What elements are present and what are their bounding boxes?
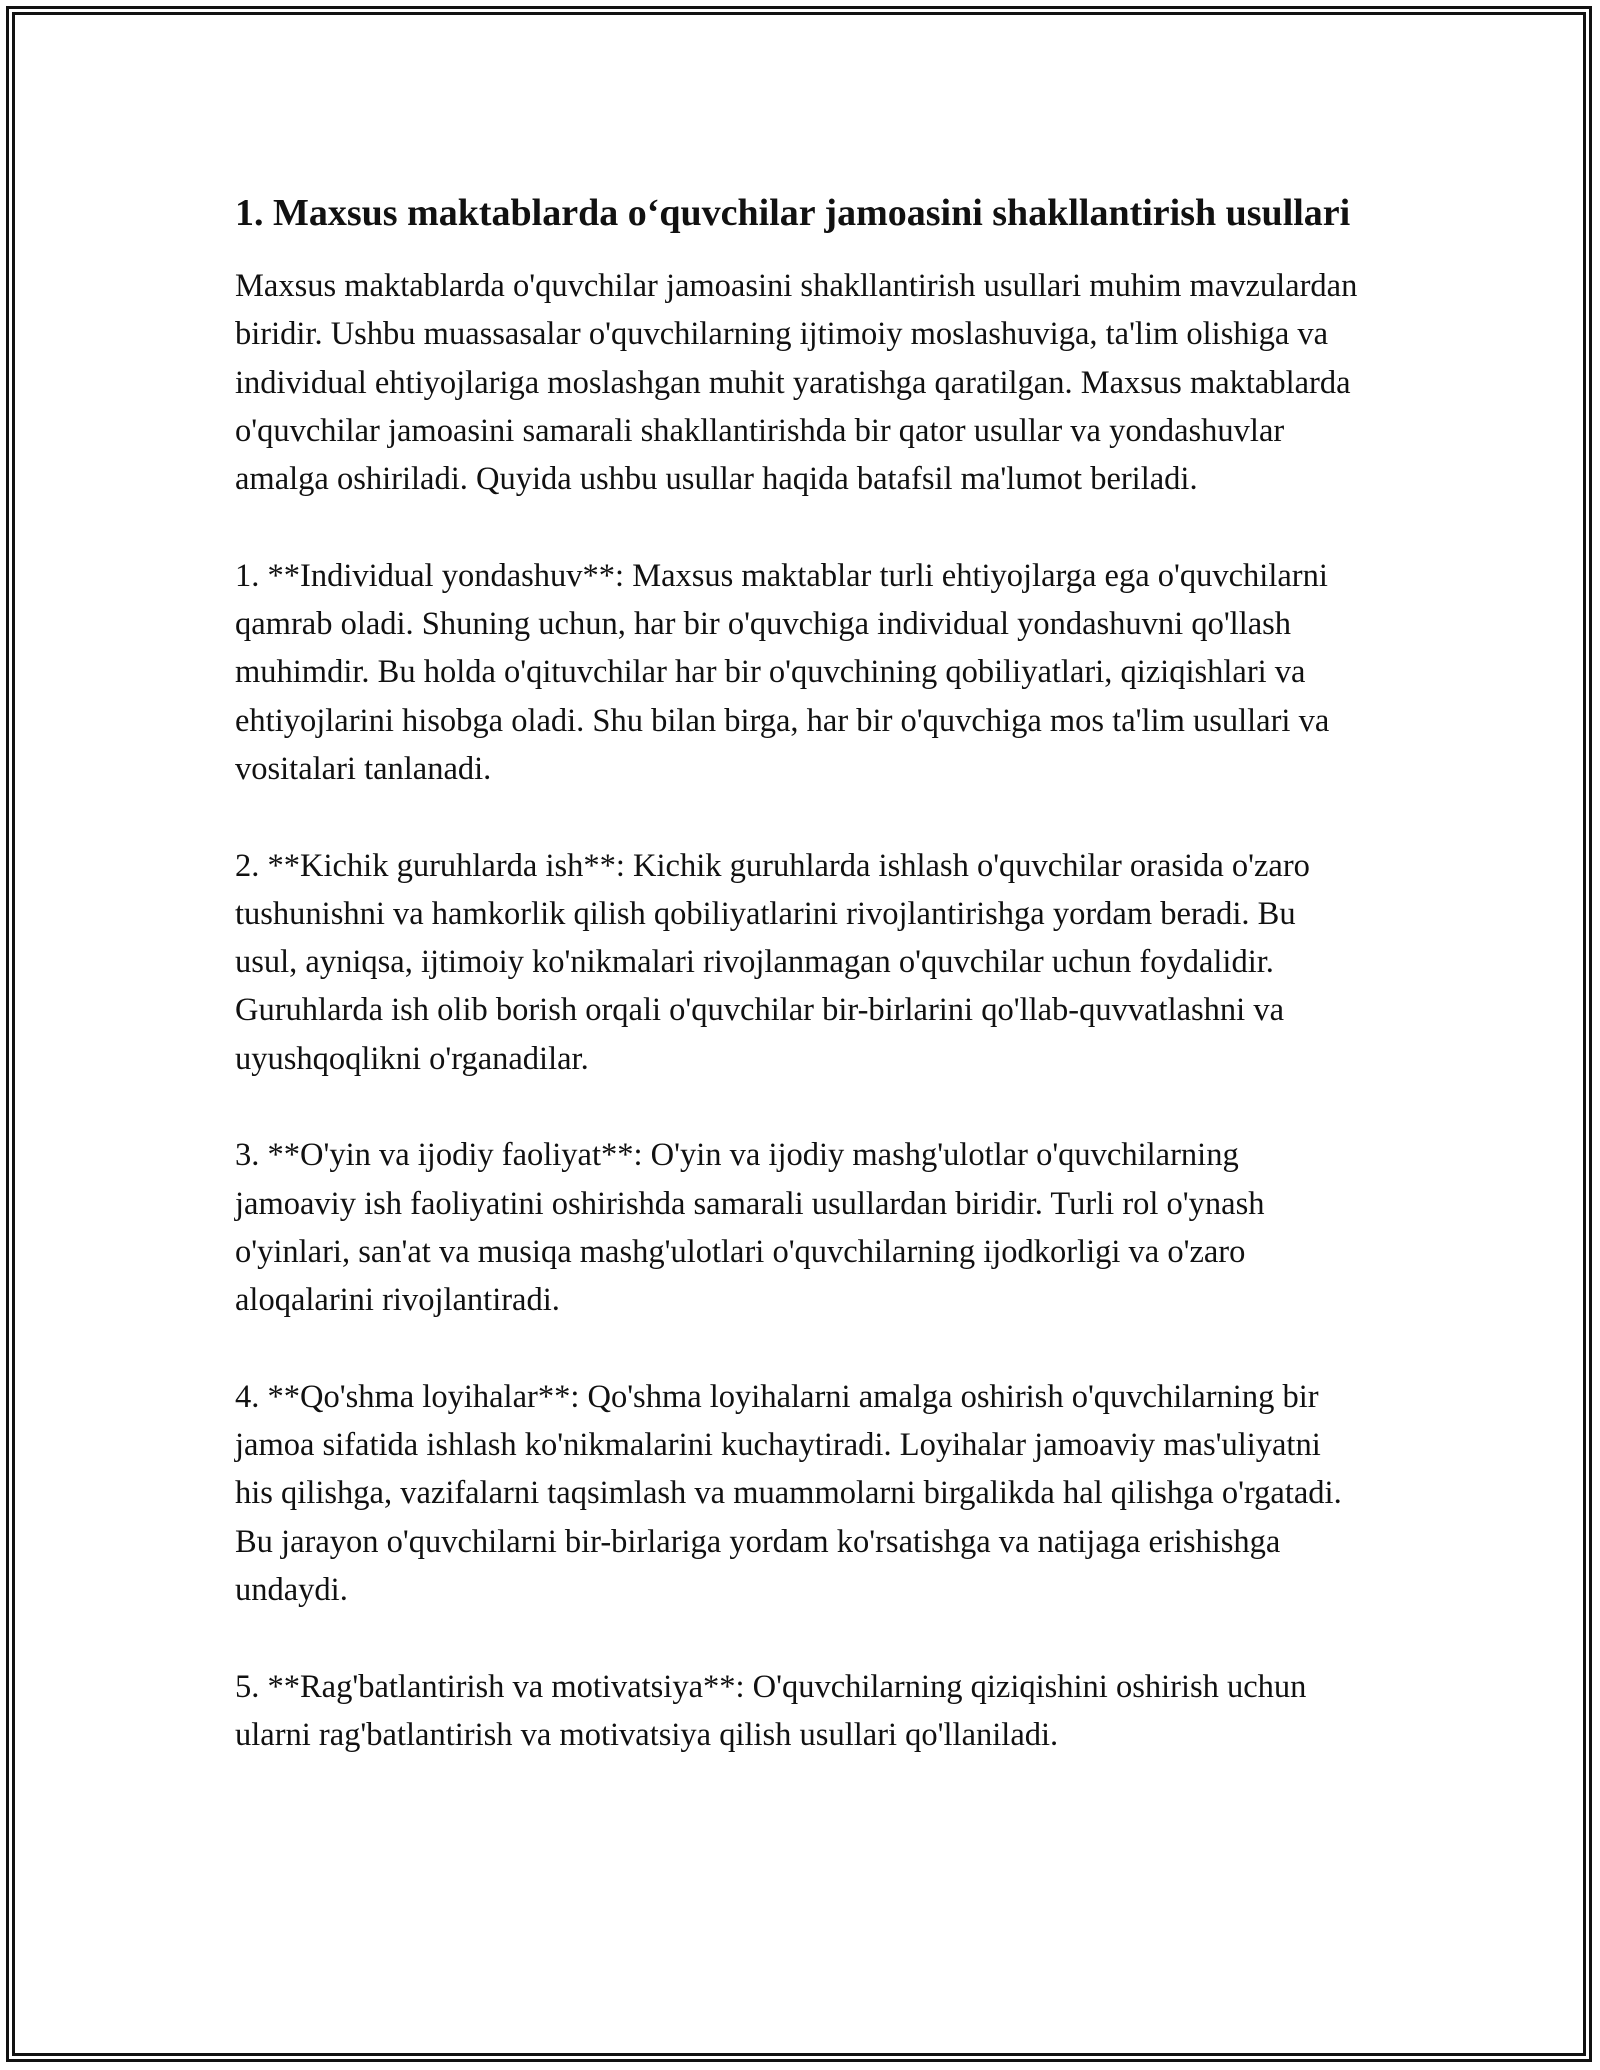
list-item-individual-approach: 1. **Individual yondashuv**: Maxsus maktablar turli ehtiyojlarga ega o'quvchilarni qamrab oladi. Shuning uchun, har bir o'quvchiga individual yondashuvni qo'llash muhimdir. Bu holda o'qituvchilar har bir o'quvchining qobiliyatlari, qiziqishlari va ehtiyojlarini hisobga oladi. Shu bilan birga, har bir o'quvchiga mos ta'lim usullari va vositalari tanlanadi. — [235, 557, 1330, 787]
section-title: 1. Maxsus maktablarda o‘quvchilar jamoasini shakllantirish usullari — [235, 192, 1351, 234]
list-item-games-creative-activity: 3. **O'yin va ijodiy faoliyat**: O'yin va ijodiy mashg'ulotlar o'quvchilarning jamoaviy ish faoliyatini oshirishda samarali usullardan biridir. Turli rol o'ynash o'yinlari, san'at va musiqa mashg'ulotlari o'quvchilarning ijodkorligi va o'zaro aloqalarini rivojlantiradi. — [235, 1137, 1265, 1319]
document-body — [235, 186, 1365, 1759]
list-item-small-group-work: 2. **Kichik guruhlarda ish**: Kichik guruhlarda ishlash o'quvchilar orasida o'zaro tushunishni va hamkorlik qilish qobiliyatlarini rivojlantirishga yordam beradi. Bu usul, ayniqsa, ijtimoiy ko'nikmalari rivojlanmagan o'quvchilar uchun foydalidir. Guruhlarda ish olib borish orqali o'quvchilar bir-birlarini qo'llab-quvvatlashni va uyushqoqlikni o'rganadilar. — [235, 847, 1310, 1077]
intro-paragraph: Maxsus maktablarda o'quvchilar jamoasini shakllantirish usullari muhim mavzulardan biridir. Ushbu muassasalar o'quvchilarning ijtimoiy moslashuviga, ta'lim olishiga va individual ehtiyojlariga moslashgan muhit yaratishga qaratilgan. Maxsus maktablarda o'quvchilar jamoasini samarali shakllantirishda bir qator usullar va yondashuvlar amalga oshiriladi. Quyida ushbu usullar haqida batafsil ma'lumot beriladi. — [235, 268, 1358, 498]
list-item-motivation: 5. **Rag'batlantirish va motivatsiya**: O'quvchilarning qiziqishini oshirish uchun ularni rag'batlantirish va motivatsiya qilish usullari qo'llaniladi. — [235, 1668, 1307, 1753]
list-item-joint-projects: 4. **Qo'shma loyihalar**: Qo'shma loyihalarni amalga oshirish o'quvchilarning bir jamoa sifatida ishlash ko'nikmalarini kuchaytiradi. Loyihalar jamoaviy mas'uliyatni his qilishga, vazifalarni taqsimlash va muammolarni birgalikda hal qilishga o'rgatadi. Bu jarayon o'quvchilarni bir-birlariga yordam ko'rsatishga va natijaga erishishga undaydi. — [235, 1378, 1342, 1609]
